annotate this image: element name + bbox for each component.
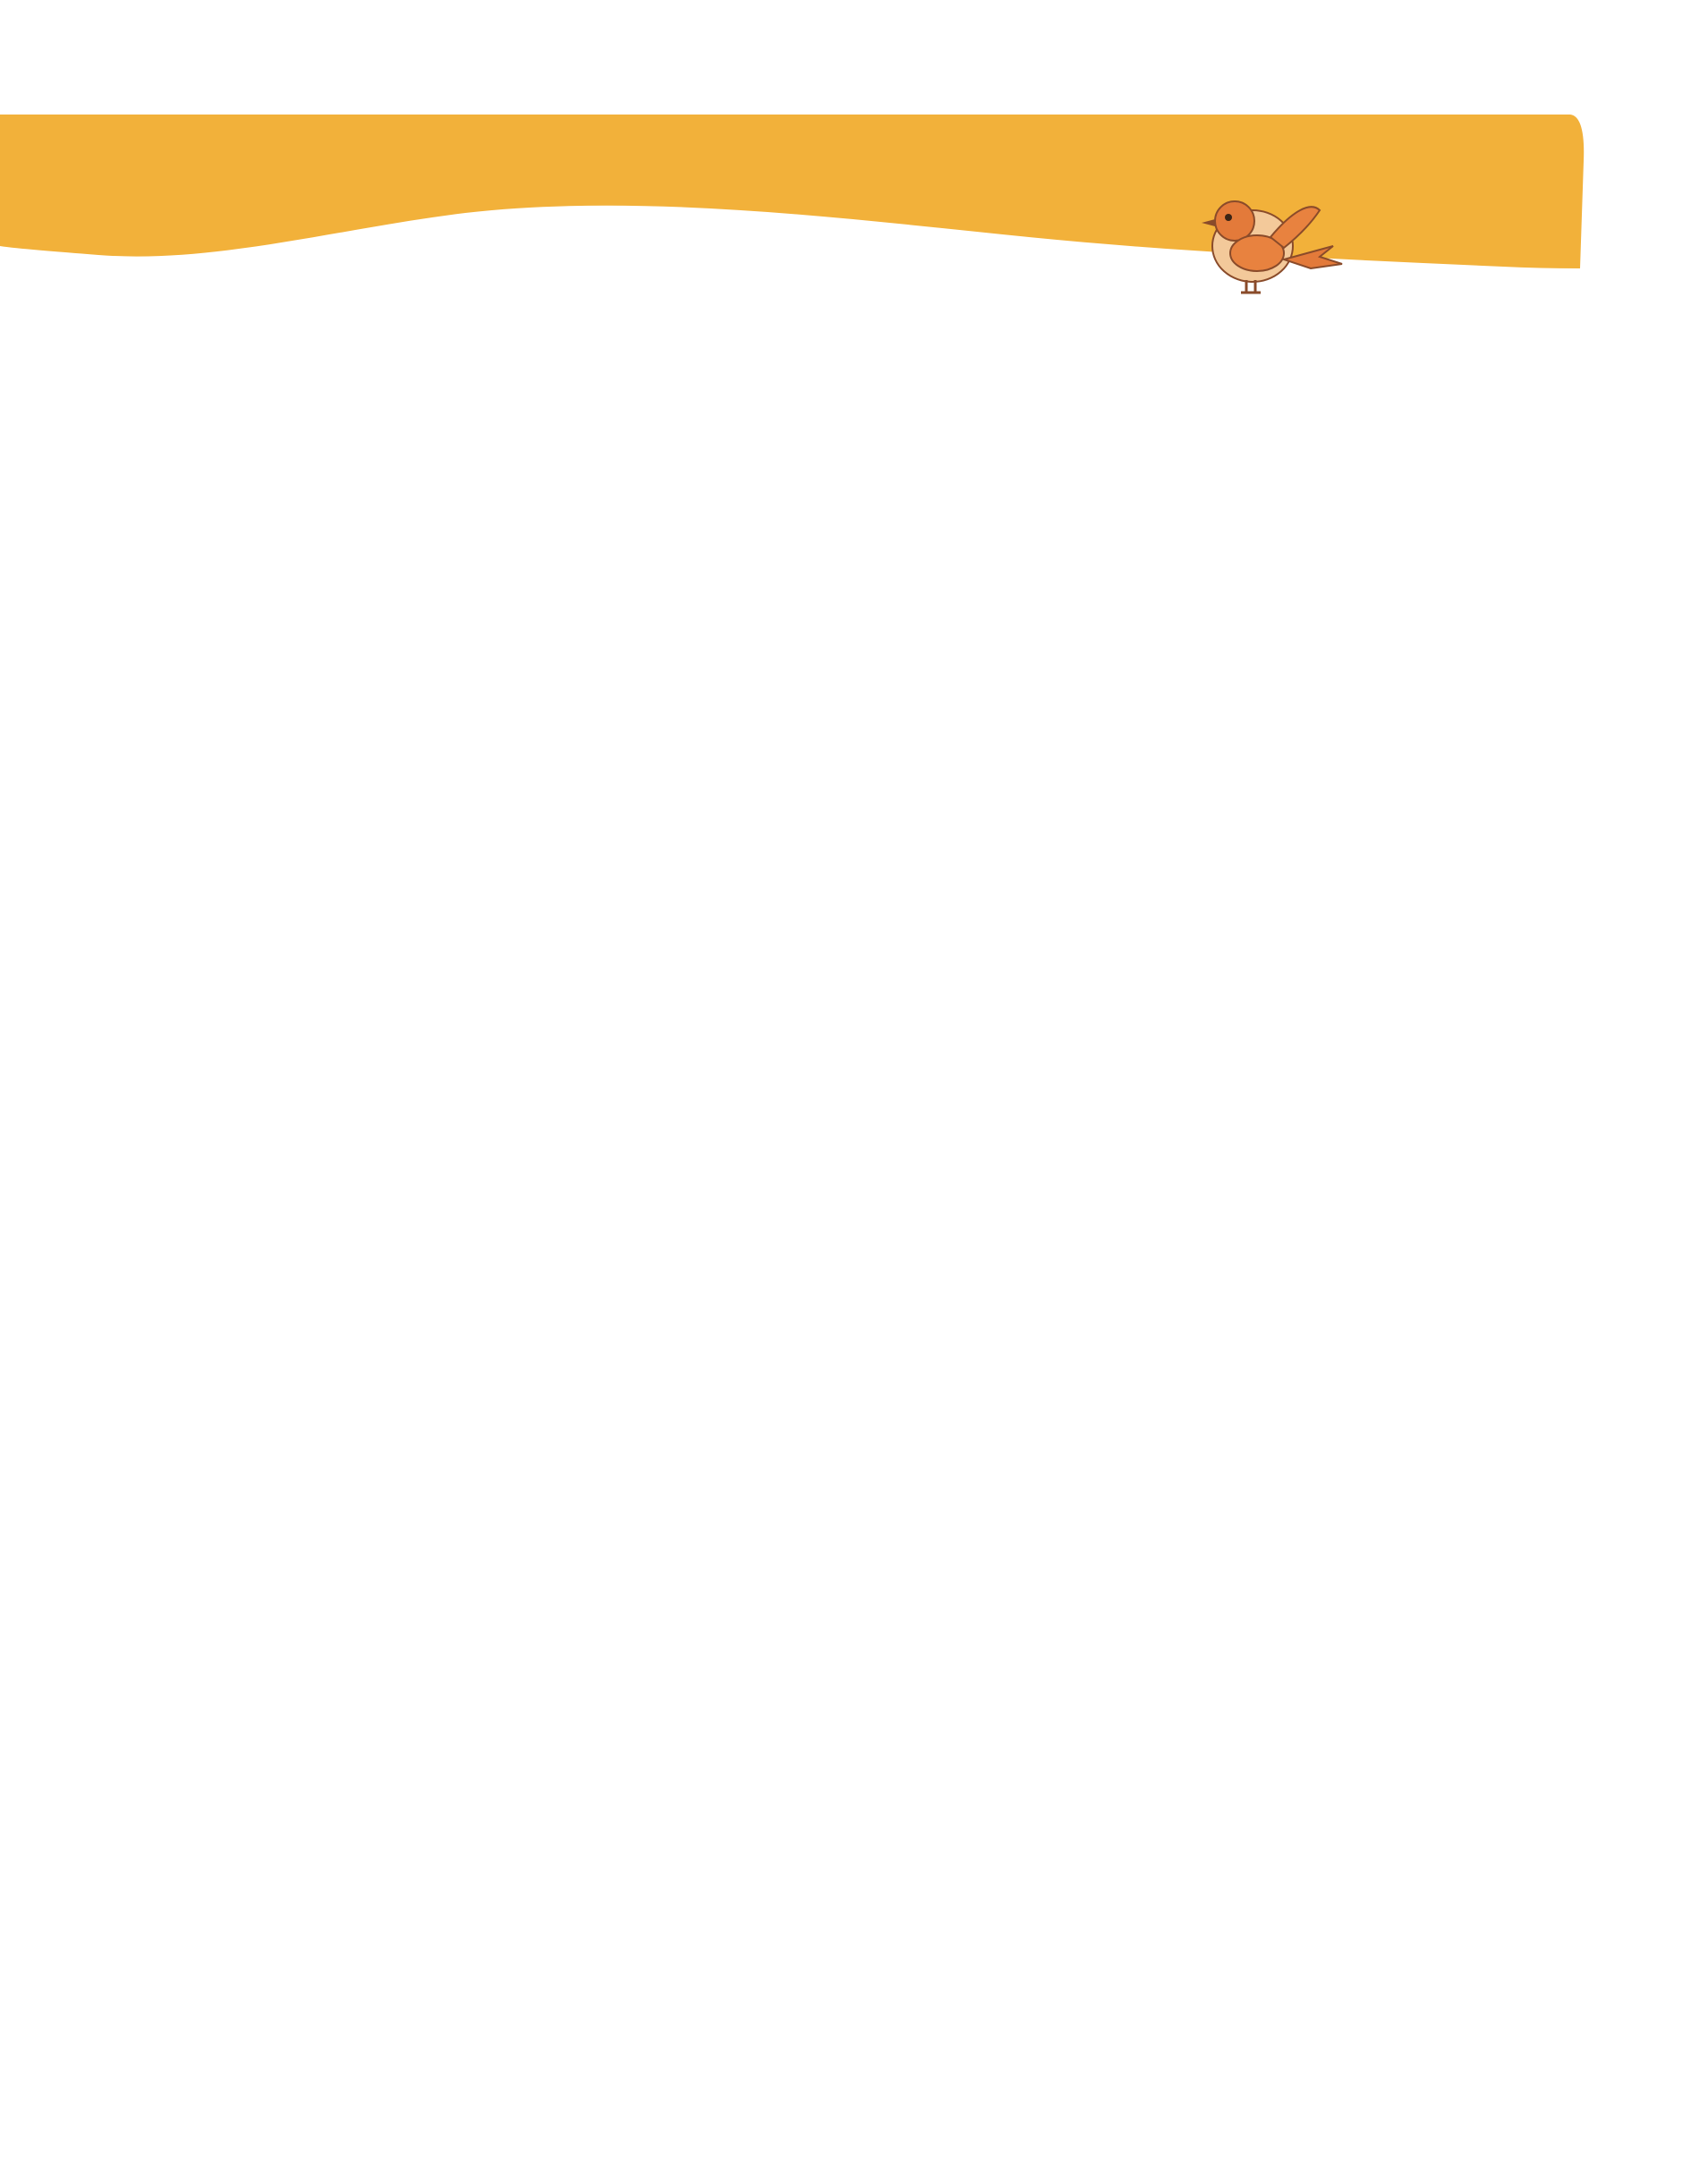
header-wave: [0, 0, 1691, 268]
bird-icon: [1185, 183, 1347, 300]
picket-fence: [0, 1897, 1691, 2184]
